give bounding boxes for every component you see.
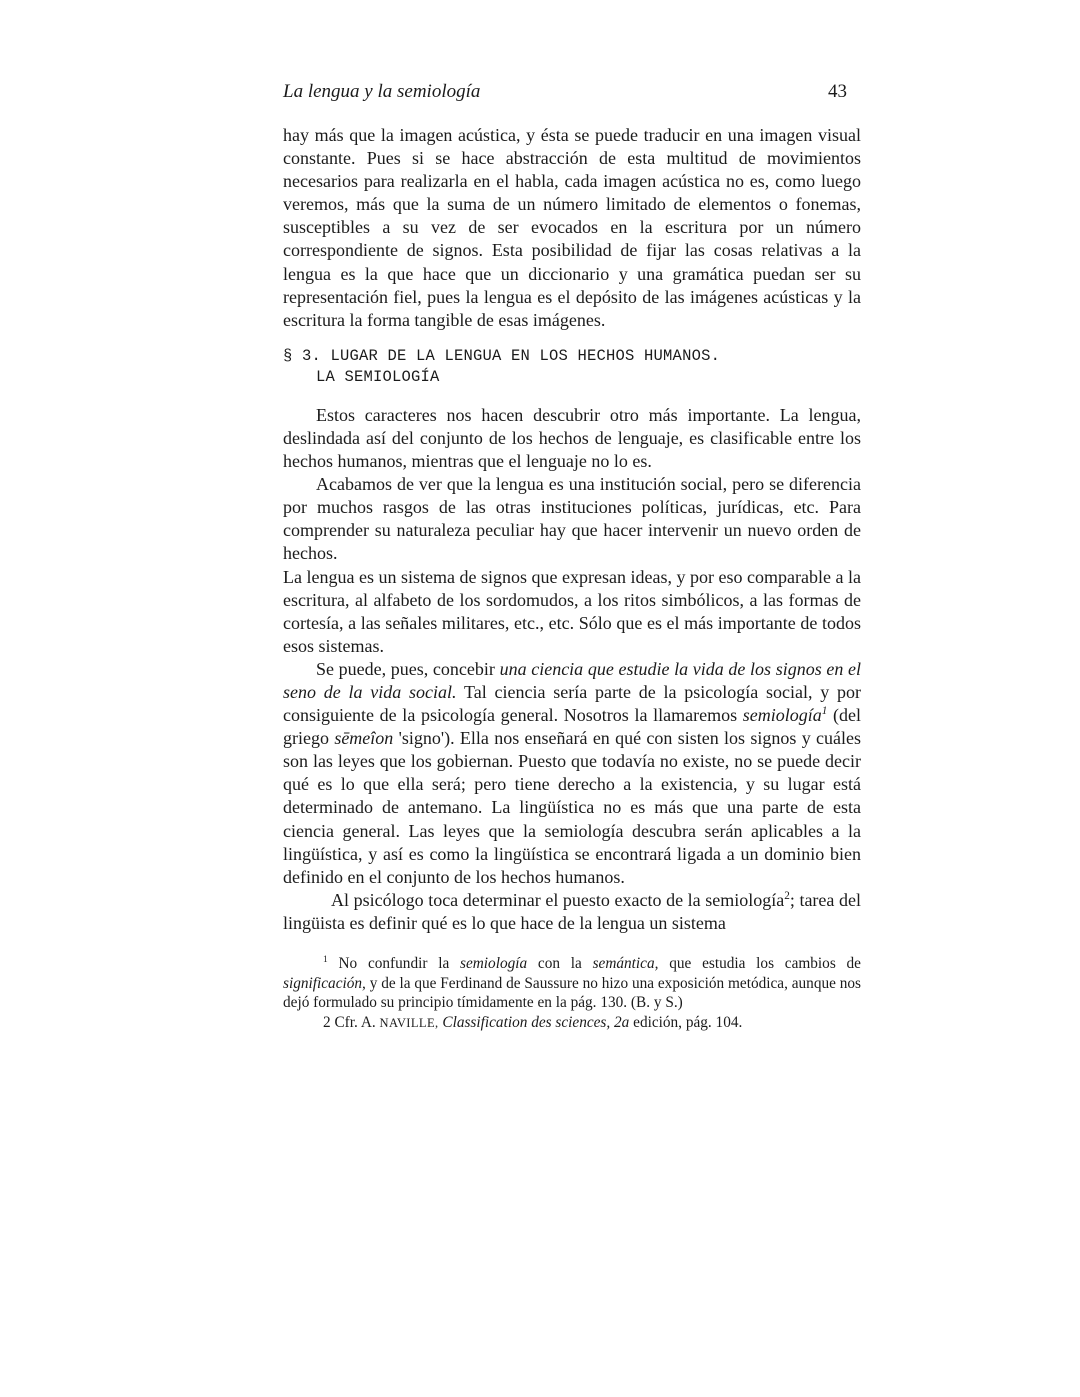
text-run: con la [527, 955, 593, 972]
text-run: Estos caracteres nos hacen descubrir otro más importante. La lengua, deslindada así del conjunto de los hechos de lenguaje, es clasificable entre los hechos humanos, mientras que el lenguaje no lo es. [283, 404, 861, 472]
footnote [283, 1013, 861, 1034]
text-run: Se puede, pues, concebir [316, 658, 500, 679]
text-run: Classification des sciences, 2a [442, 1013, 630, 1031]
text-run: Tal ciencia sería parte de la psicología social, y por consiguiente de la psicología general. Nosotros la llamaremos [283, 681, 861, 726]
text-run: ; tarea del lingüista es definir qué es lo que hace de la lengua un sistema [283, 889, 861, 933]
paragraph [283, 566, 861, 658]
paragraph [283, 404, 861, 473]
text-run: (del griego [283, 705, 862, 749]
text-run: semiología [742, 705, 822, 726]
text-run: 1 [323, 954, 328, 965]
text-run: La lengua es un sistema de signos que expresan ideas, y por eso comparable a la escritura, al alfabeto de los sordomudos, a los ritos simbólicos, a las formas de cortesía, a las señales militares, etc., etc. Sólo que es el más importante de todos esos sistemas. [283, 566, 861, 656]
page-number: 43 [828, 81, 847, 102]
paragraph [283, 124, 861, 332]
section-heading [283, 346, 861, 388]
text-run: 1 [821, 705, 828, 718]
text-run: 'signo'). Ella nos enseñará en qué con sisten los signos y cuáles son las leyes que los gobiernan. Puesto que todavía no existe, no se puede decir qué es lo que ella será; pero tiene derecho a la existencia, y su lugar está determinado de antemano. La lingüística no es más que una parte de esta ciencia general. Las leyes que la semiología descubra serán aplicables a la lingüística, y así es como la lingüística se encontrará ligada a un dominio bien definido en el conjunto de los hechos humanos. [283, 728, 861, 887]
running-header-title: La lengua y la semiología [283, 81, 481, 102]
text-run: Acabamos de ver que la lengua es una institución social, pero se diferencia por muchos rasgos de las otras instituciones políticas, jurídicas, etc. Para comprender su naturaleza peculiar hay que hacer intervenir un nuevo orden de hechos. [283, 474, 861, 564]
text-run: semiología [460, 955, 528, 972]
page-content [283, 81, 861, 1033]
paragraph [283, 889, 861, 935]
footnotes [283, 954, 861, 1033]
text-run: hay más que la imagen acústica, y ésta se puede traducir en una imagen visual constante. Pues si se hace abstracción de esta multitud de movimientos necesarios para realizarla en el habla, cada imagen acústica no es, como luego veremos, más que la suma de un número limitado de elementos o fonemas, susceptibles a su vez de ser evocados en la escritura por un número correspondiente de signos. Esta posibilidad de fijar las cosas relativas a la lengua es la que hace que un diccionario y una gramática puedan ser su representación fiel, pues la lengua es el depósito de las imágenes acústicas y la escritura la forma tangible de esas imágenes. [283, 125, 861, 330]
text-run: semántica, [592, 955, 659, 972]
text-run: 2 Cfr. A. [323, 1013, 380, 1031]
text-run: sēmeîon [334, 728, 394, 749]
text-run: NAVILLE, [379, 1015, 439, 1030]
text-run: y de la que Ferdinand de Saussure no hizo una exposición metódica, aunque nos dejó formulado su principio tímidamente en la pág. 130. (B. y S.) [283, 974, 861, 1012]
text-run: No confundir la [327, 955, 461, 972]
text-run: Al psicólogo toca determinar el puesto exacto de la semiología [331, 889, 785, 910]
text-run: una ciencia que estudie la vida de los signos en el seno de la vida social. [283, 658, 862, 702]
section-heading-line: § 3. LUGAR DE LA LENGUA EN LOS HECHOS HUMANOS. [283, 346, 721, 365]
body-text [283, 124, 861, 935]
text-run: edición, pág. 104. [629, 1013, 743, 1031]
text-run: que estudia los cambios de [658, 955, 861, 972]
section-heading-line: LA SEMIOLOGÍA [316, 367, 440, 386]
paragraph [283, 473, 861, 565]
footnote [283, 954, 861, 1013]
text-run: significación, [283, 974, 366, 992]
text-run: 2 [784, 889, 790, 902]
running-header [283, 81, 861, 103]
paragraph [283, 658, 861, 889]
